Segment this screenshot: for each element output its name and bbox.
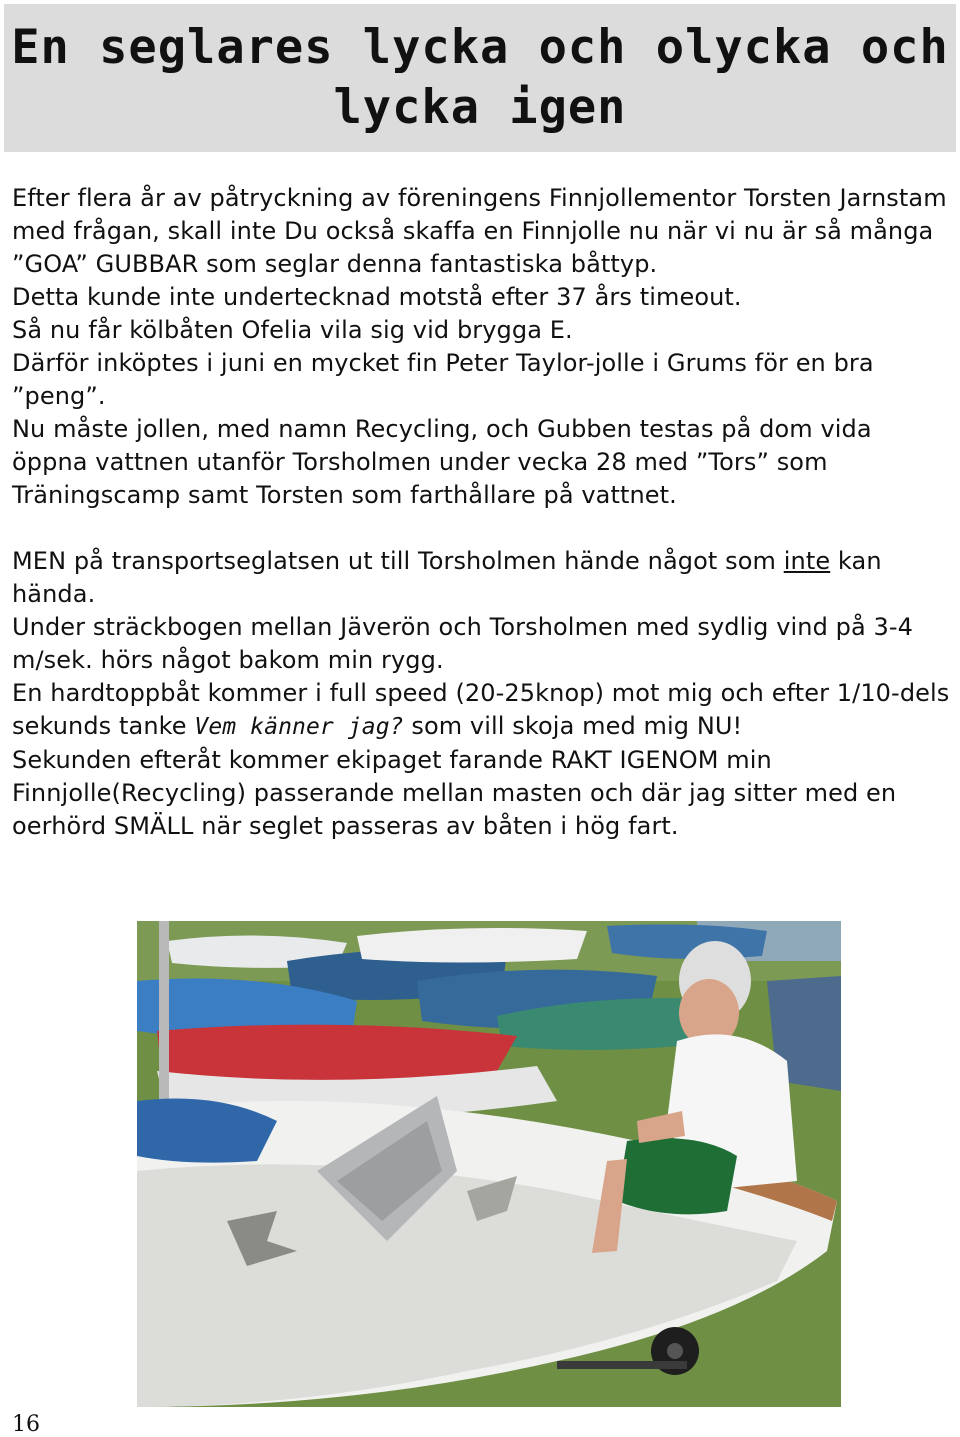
paragraph-under: Under sträckbogen mellan Jäverön och Torsholmen med sydlig vind på 3-4 m/sek. hörs något bakom min rygg. bbox=[12, 613, 914, 674]
men-text-before: MEN på transportseglatsen ut till Torsholmen hände något som bbox=[12, 547, 784, 575]
paragraph-timeout: Detta kunde inte undertecknad motstå efter 37 års timeout. bbox=[12, 283, 742, 311]
paragraph-final: Sekunden efteråt kommer ekipaget farande RAKT IGENOM min Finnjolle(Recycling) passerande mellan masten och där jag sitter med en oerhörd SMÄLL när seglet passeras av båten i hög fart. bbox=[12, 746, 897, 840]
boat-photo-illustration bbox=[137, 921, 841, 1407]
page-number: 16 bbox=[12, 1412, 40, 1437]
hardtop-text-before: En hardtoppbåt kommer i full speed (20-25knop) mot mig och efter 1/10-dels sekunds tanke bbox=[12, 679, 950, 740]
paragraph-ofelia: Så nu får kölbåten Ofelia vila sig vid brygga E. bbox=[12, 316, 573, 344]
men-underlined-word: inte bbox=[783, 547, 831, 575]
boat-photo bbox=[137, 921, 841, 1407]
page-title: En seglares lycka och olycka och lycka igen bbox=[11, 20, 949, 135]
hardtop-italic-text: Vem känner jag? bbox=[194, 714, 404, 740]
men-text-after: kan hända. bbox=[12, 547, 882, 608]
hardtop-text-after: som vill skoja med mig NU! bbox=[403, 712, 743, 740]
paragraph-recycling: Nu måste jollen, med namn Recycling, och Gubben testas på dom vida öppna vattnen utanför Torsholmen under vecka 28 med ”Tors” som Träningscamp samt Torsten som farthållare på vattnet. bbox=[12, 415, 872, 509]
paragraph-hardtop bbox=[12, 677, 952, 744]
paragraph-purchase: Därför inköptes i juni en mycket fin Peter Taylor-jolle i Grums för en bra ”peng”. bbox=[12, 349, 874, 410]
article-body bbox=[12, 182, 952, 843]
paragraph-men bbox=[12, 545, 952, 611]
title-banner bbox=[4, 4, 956, 152]
paragraph-intro: Efter flera år av påtryckning av föreningens Finnjollementor Torsten Jarnstam med frågan, skall inte Du också skaffa en Finnjolle nu när vi nu är så många ”GOA” GUBBAR som seglar denna fantastiska båttyp. bbox=[12, 184, 947, 278]
paragraph-gap bbox=[12, 512, 952, 545]
